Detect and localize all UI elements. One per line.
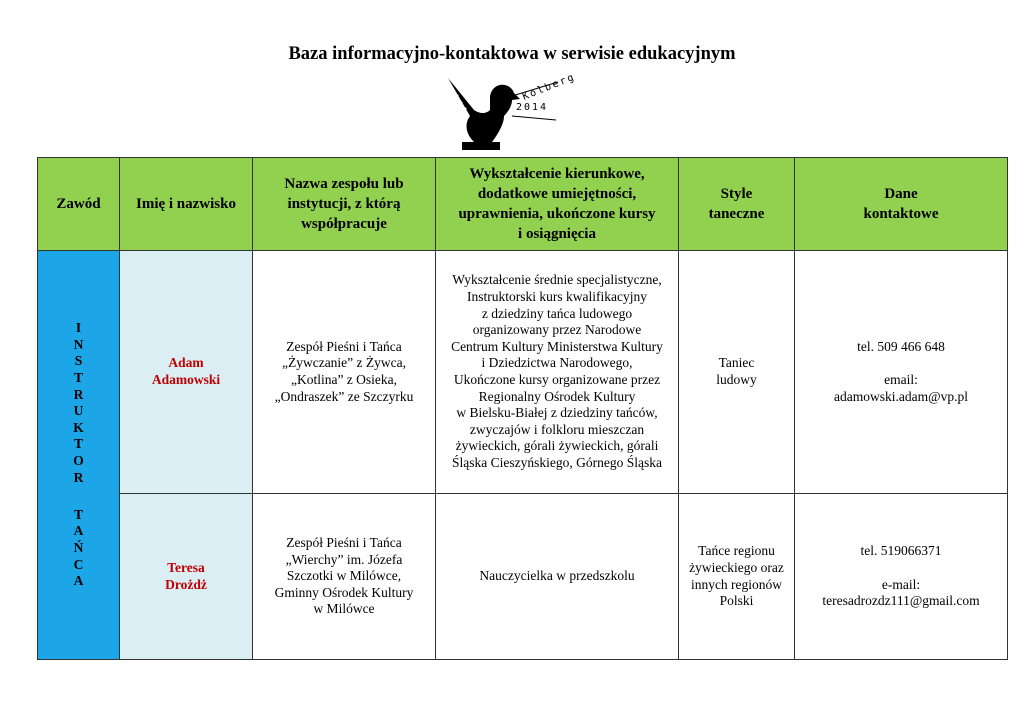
education-line: Śląska Cieszyńskiego, Górnego Śląska — [452, 454, 662, 470]
ensemble-line: „Żywczanie” z Żywca, — [281, 355, 407, 371]
table-row — [38, 494, 1008, 660]
contact-line: tel. 519066371 — [860, 543, 942, 559]
header-contact — [795, 158, 1008, 251]
contact-cell — [795, 494, 1008, 660]
education-line: w Bielsku-Białej z dziedziny tańców, — [456, 405, 658, 421]
name-cell — [120, 251, 253, 494]
education-line: Ukończone kursy organizowane przez — [453, 372, 661, 387]
contact-table — [37, 157, 1008, 660]
education-line: Regionalny Ośrodek Kultury — [478, 388, 636, 404]
contact-line: teresadrozdz111@gmail.com — [822, 593, 980, 609]
table-row — [38, 251, 1008, 494]
dance-style-line: innych regionów — [690, 576, 783, 592]
header-dance-styles — [679, 158, 795, 251]
contact-line: e-mail: — [881, 576, 921, 592]
ensemble-line: „Ondraszek” ze Szczyrku — [274, 388, 414, 404]
header-line: instytucji, z którą — [287, 196, 401, 212]
occupation-letter: N — [73, 336, 84, 352]
dance-style-line: żywieckiego oraz — [689, 559, 784, 575]
logo-word: Kolberg — [521, 71, 578, 103]
dance-style-line: Taniec — [718, 355, 755, 371]
person-name-line: Adamowski — [151, 372, 221, 387]
occupation-letter: U — [73, 403, 84, 419]
person-name-line: Teresa — [167, 559, 205, 575]
ensemble-cell — [253, 494, 436, 660]
occupation-letter: Ń — [73, 539, 84, 555]
person-name-line: Drożdż — [165, 576, 207, 592]
education-line: i Dziedzictwa Narodowego, — [481, 355, 633, 371]
occupation-letter: T — [73, 370, 83, 386]
occupation-letter: T — [73, 506, 83, 522]
occupation-letter: O — [73, 453, 84, 469]
dance-style-line: Polski — [719, 593, 754, 609]
header-line: współpracuje — [301, 216, 387, 232]
education-line: Nauczycielka w przedszkolu — [479, 568, 635, 584]
dance-style-line: Tańce regionu — [698, 543, 775, 559]
ensemble-line: w Milówce — [313, 601, 375, 617]
kolberg-logo — [440, 71, 578, 158]
rooster-icon — [448, 78, 520, 150]
ensemble-cell — [253, 251, 436, 494]
name-cell — [120, 494, 253, 660]
person-name-line: Adam — [168, 355, 204, 371]
header-line: Nazwa zespołu lub — [284, 176, 404, 192]
logo-text-group — [512, 72, 577, 120]
header-line: uprawnienia, ukończone kursy — [458, 206, 656, 222]
occupation-letter: R — [73, 386, 84, 402]
ensemble-line: „Wierchy” im. Józefa — [285, 551, 403, 567]
header-line: kontaktowe — [863, 206, 939, 222]
occupation-letter: T — [73, 436, 83, 452]
header-line: Dane — [884, 186, 918, 202]
occupation-letter: A — [73, 573, 84, 589]
logo-year: 2014 — [516, 102, 549, 113]
ensemble-line: Szczotki w Milówce, — [286, 568, 402, 584]
education-line: Wykształcenie średnie specjalistyczne, — [452, 272, 662, 288]
header-line: taneczne — [708, 206, 765, 222]
education-line: Instruktorski kurs kwalifikacyjny — [467, 289, 647, 305]
contact-line: tel. 509 466 648 — [857, 338, 945, 354]
header-line: Wykształcenie kierunkowe, — [469, 166, 645, 182]
header-line: Style — [720, 186, 753, 202]
education-line: Centrum Kultury Ministerstwa Kultury — [451, 338, 663, 354]
occupation-letter: S — [74, 353, 83, 369]
education-cell — [436, 494, 679, 660]
header-occupation — [38, 158, 120, 251]
occupation-letter: C — [73, 556, 84, 572]
education-line: organizowany przez Narodowe — [472, 322, 642, 338]
contact-line — [799, 560, 1003, 577]
table-header-row — [38, 158, 1008, 251]
education-line: zwyczajów i folkloru mieszczan — [469, 421, 645, 437]
ensemble-line: Zespół Pieśni i Tańca — [286, 338, 402, 354]
education-line: żywieckich, górali żywieckich, górali — [455, 438, 659, 454]
header-ensemble — [253, 158, 436, 251]
contact-line: email: — [884, 372, 918, 387]
ensemble-line: Zespół Pieśni i Tańca — [286, 535, 402, 551]
occupation-cell — [38, 251, 120, 660]
occupation-letter: K — [73, 419, 84, 435]
header-name — [120, 158, 253, 251]
dance-styles-cell — [679, 251, 795, 494]
page-title: Baza informacyjno-kontaktowa w serwisie edukacyjnym — [288, 44, 736, 64]
header-education — [436, 158, 679, 251]
ensemble-line: Gminny Ośrodek Kultury — [274, 584, 414, 600]
header-line: dodatkowe umiejętności, — [477, 186, 637, 202]
contact-line: adamowski.adam@vp.pl — [834, 388, 968, 404]
ensemble-line: „Kotlina” z Osieka, — [290, 372, 398, 387]
header-line: Zawód — [56, 196, 101, 212]
occupation-letter: I — [75, 320, 82, 336]
header-line: i osiągnięcia — [518, 226, 596, 242]
occupation-letter — [42, 486, 115, 507]
occupation-letter: R — [73, 469, 84, 485]
dance-style-line: ludowy — [716, 372, 757, 387]
header-line: Imię i nazwisko — [135, 196, 236, 212]
contact-cell — [795, 251, 1008, 494]
occupation-letter: A — [73, 523, 84, 539]
dance-styles-cell — [679, 494, 795, 660]
education-cell — [436, 251, 679, 494]
education-line: z dziedziny tańca ludowego — [481, 305, 633, 321]
contact-line — [799, 355, 1003, 372]
